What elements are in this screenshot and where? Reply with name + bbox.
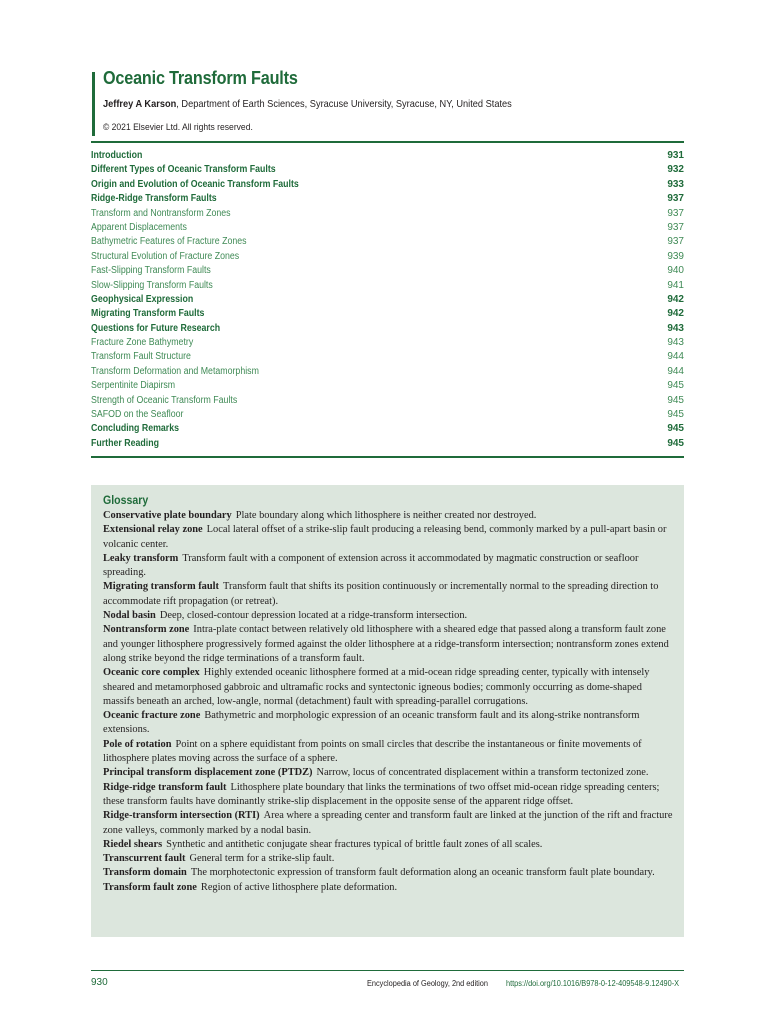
glossary-definition: Local lateral offset of a strike-slip fault producing a releasing bend, commonly marked by a pull-apart basin or volcanic center. [103, 524, 667, 550]
toc-entry[interactable] [91, 437, 684, 451]
glossary-term: Extensional relay zone [103, 524, 203, 536]
table-of-contents [91, 149, 684, 451]
toc-entry[interactable] [91, 408, 684, 422]
toc-entry-title: Concluding Remarks [91, 423, 180, 435]
toc-entry[interactable] [91, 422, 684, 436]
glossary-entry [103, 738, 675, 767]
toc-entry[interactable] [91, 235, 684, 249]
glossary-definition: Highly extended oceanic lithosphere formed at a mid-ocean ridge spreading center, typically with intensely sheared and metamorphosed gabbroic and ultramafic rocks and syntectonic igneous bodies; commonly occurring as dome-shaped massifs beneath an arched, low-angle, normal (detachment) fault with spreading-parallel corrugations. [103, 667, 650, 707]
glossary-entry [103, 580, 675, 609]
toc-entry-page: 937 [667, 221, 684, 233]
toc-entry-page: 931 [667, 150, 684, 161]
toc-entry-title: Fracture Zone Bathymetry [91, 337, 194, 349]
glossary-term: Nontransform zone [103, 624, 190, 636]
author-affiliation: , Department of Earth Sciences, Syracuse University, Syracuse, NY, United States [176, 98, 512, 110]
glossary-term: Oceanic fracture zone [103, 710, 201, 722]
toc-entry-title: Transform Deformation and Metamorphism [91, 365, 259, 377]
toc-entry[interactable] [91, 163, 684, 177]
glossary-term: Oceanic core complex [103, 667, 200, 679]
glossary-term: Ridge-transform intersection (RTI) [103, 810, 260, 822]
glossary-definition: Region of active lithosphere plate deformation. [200, 881, 398, 893]
toc-entry-title: Transform and Nontransform Zones [91, 207, 231, 219]
glossary-definition: The morphotectonic expression of transform fault deformation along an oceanic transform fault plate boundary. [190, 867, 655, 879]
toc-entry-title: Introduction [91, 150, 143, 161]
toc-entry-page: 943 [667, 322, 684, 334]
toc-entry-page: 937 [667, 207, 684, 219]
toc-entry-page: 932 [667, 164, 684, 176]
glossary-entry [103, 666, 675, 709]
glossary-definition: Lithosphere plate boundary that links the terminations of two offset mid-ocean ridge spreading centers; these transform faults have dominantly strike-slip displacement in the opposite sense of the apparent ridge offset. [103, 781, 660, 807]
glossary-term: Transcurrent fault [103, 853, 186, 865]
toc-entry-page: 943 [667, 337, 684, 349]
toc-entry[interactable] [91, 250, 684, 264]
toc-entry-page: 945 [667, 409, 684, 421]
glossary-term: Conservative plate boundary [103, 510, 232, 521]
glossary-term: Riedel shears [103, 838, 163, 850]
copyright-notice: © 2021 Elsevier Ltd. All rights reserved. [103, 122, 253, 133]
toc-entry-page: 942 [667, 308, 684, 320]
toc-entry[interactable] [91, 293, 684, 307]
glossary-term: Leaky transform [103, 552, 179, 564]
toc-bottom-rule [91, 456, 684, 458]
toc-entry-title: Transform Fault Structure [91, 351, 191, 363]
toc-entry-page: 944 [667, 365, 684, 377]
toc-entry[interactable] [91, 207, 684, 221]
glossary-term: Principal transform displacement zone (PTDZ) [103, 767, 313, 779]
toc-entry-page: 945 [667, 423, 684, 435]
toc-entry-title: Geophysical Expression [91, 293, 194, 305]
toc-entry-title: Different Types of Oceanic Transform Faults [91, 164, 276, 176]
toc-entry[interactable] [91, 365, 684, 379]
toc-top-rule [91, 141, 684, 143]
glossary-definition: Narrow, locus of concentrated displacement within a transform tectonized zone. [316, 767, 649, 779]
toc-entry-page: 945 [667, 380, 684, 392]
glossary-entry [103, 523, 675, 552]
glossary-term: Migrating transform fault [103, 581, 220, 593]
glossary-entry [103, 866, 675, 880]
toc-entry-page: 933 [667, 178, 684, 190]
glossary-entry [103, 509, 675, 523]
doi-link[interactable]: https://doi.org/10.1016/B978-0-12-409548-9.12490-X [506, 979, 680, 988]
glossary-definition: Intra-plate contact between relatively old lithosphere with a sheared edge that passed along a transform fault zone and younger lithosphere progressively formed against the older lithosphere at a ridge-transform intersection; nontransform zones extend along strike beyond the ridge terminations of a transform fault. [103, 624, 669, 664]
toc-entry-page: 945 [667, 437, 684, 449]
toc-entry-title: Structural Evolution of Fracture Zones [91, 250, 240, 262]
toc-entry-title: Apparent Displacements [91, 221, 187, 233]
toc-entry[interactable] [91, 322, 684, 336]
page-number: 930 [91, 977, 108, 988]
toc-entry-title: Migrating Transform Faults [91, 308, 205, 320]
toc-entry-title: Further Reading [91, 437, 159, 449]
glossary-entry [103, 852, 675, 866]
glossary-term: Transform fault zone [103, 881, 197, 893]
toc-entry-page: 944 [667, 351, 684, 363]
toc-entry[interactable] [91, 350, 684, 364]
toc-entry-page: 939 [667, 250, 684, 262]
glossary-entry [103, 709, 675, 738]
toc-entry[interactable] [91, 264, 684, 278]
title-accent-bar [92, 72, 95, 136]
glossary-definition: Synthetic and antithetic conjugate shear fractures typical of brittle fault zones of all scales. [166, 838, 543, 850]
toc-entry-page: 941 [667, 279, 684, 291]
glossary-entry [103, 781, 675, 810]
toc-entry-page: 942 [667, 293, 684, 305]
glossary-entry [103, 623, 675, 666]
toc-entry[interactable] [91, 379, 684, 393]
glossary-definition: Transform fault that shifts its position continuously or incrementally normal to the spreading direction to accommodate rift propagation (or retreat). [103, 581, 659, 607]
toc-entry-page: 937 [667, 193, 684, 205]
glossary-box [91, 485, 684, 937]
toc-entry[interactable] [91, 394, 684, 408]
toc-entry[interactable] [91, 336, 684, 350]
glossary-definition: Transform fault with a component of extension across it accommodated by magmatic construction or seafloor spreading. [103, 552, 639, 579]
glossary-entry [103, 881, 675, 895]
glossary-definition: Deep, closed-contour depression located at a ridge-transform intersection. [159, 610, 468, 622]
glossary-entry [103, 609, 675, 623]
glossary-definition: Plate boundary along which lithosphere is neither created nor destroyed. [235, 510, 537, 521]
toc-entry-page: 945 [667, 394, 684, 406]
author-name: Jeffrey A Karson [103, 98, 177, 110]
glossary-entry [103, 809, 675, 838]
footer-rule [91, 970, 684, 971]
glossary-term: Pole of rotation [103, 738, 172, 750]
toc-entry[interactable] [91, 279, 684, 293]
toc-entry-title: Strength of Oceanic Transform Faults [91, 394, 238, 406]
toc-entry-title: Slow-Slipping Transform Faults [91, 279, 213, 291]
glossary-entry [103, 552, 675, 581]
toc-entry-title: Serpentinite Diapirsm [91, 380, 176, 392]
glossary-definition: General term for a strike-slip fault. [189, 853, 335, 865]
toc-entry-title: Questions for Future Research [91, 322, 221, 334]
toc-entry-title: Origin and Evolution of Oceanic Transform Faults [91, 178, 299, 190]
toc-entry[interactable] [91, 221, 684, 235]
glossary-term: Ridge-ridge transform fault [103, 781, 227, 793]
toc-entry[interactable] [91, 149, 684, 163]
toc-entry-title: Bathymetric Features of Fracture Zones [91, 236, 247, 248]
glossary-definition: Bathymetric and morphologic expression of an oceanic transform fault and its along-strike nontransform extensions. [103, 710, 640, 736]
toc-entry[interactable] [91, 192, 684, 206]
toc-entry-title: SAFOD on the Seafloor [91, 409, 184, 421]
toc-entry-title: Fast-Slipping Transform Faults [91, 265, 211, 277]
glossary-term: Transform domain [103, 867, 187, 879]
glossary-term: Nodal basin [103, 610, 156, 622]
glossary-entry [103, 766, 675, 780]
article-title: Oceanic Transform Faults [103, 68, 298, 88]
glossary-entries [103, 509, 675, 895]
book-title: Encyclopedia of Geology, 2nd edition [367, 979, 488, 988]
glossary-heading: Glossary [103, 493, 149, 507]
author-line [103, 98, 512, 110]
glossary-definition: Area where a spreading center and transform fault are linked at the junction of the rift and fracture zone valleys, commonly marked by a nodal basin. [103, 810, 673, 836]
toc-entry-page: 937 [667, 236, 684, 248]
toc-entry-title: Ridge-Ridge Transform Faults [91, 193, 217, 205]
glossary-definition: Point on a sphere equidistant from points on small circles that describe the instantaneous or finite movements of lithosphere plates moving across the surface of a sphere. [103, 738, 642, 765]
glossary-entry [103, 838, 675, 852]
toc-entry[interactable] [91, 178, 684, 192]
toc-entry-page: 940 [667, 265, 684, 277]
toc-entry[interactable] [91, 307, 684, 321]
